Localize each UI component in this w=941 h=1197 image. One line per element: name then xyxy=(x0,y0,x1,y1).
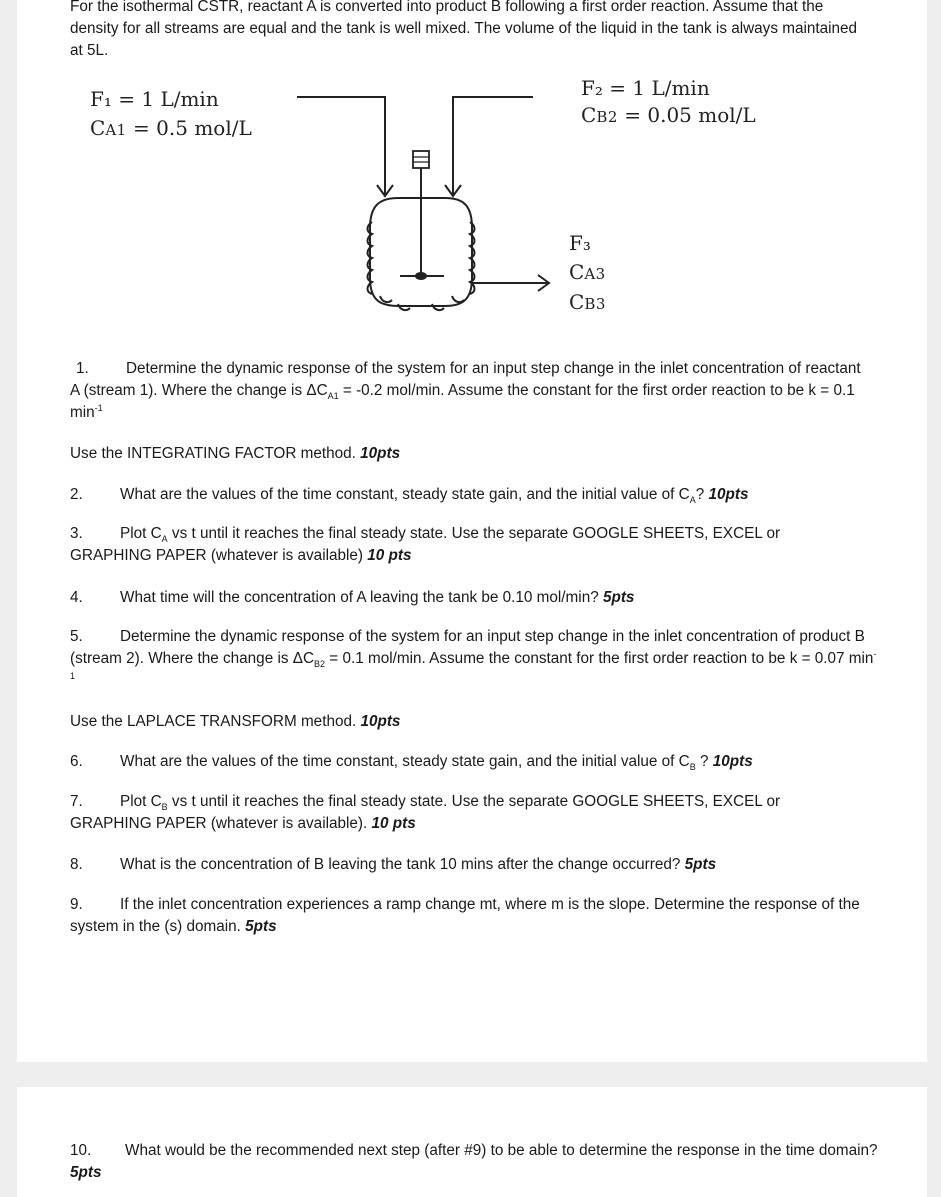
intro-paragraph: For the isothermal CSTR, reactant A is converted into product B following a first order reaction. Assume that the density for all streams are equal and the tank is well mixed. The volume of the liquid in the tank is always maintained at 5L. xyxy=(70,0,858,59)
f2-label: F₂ = 1 L/min xyxy=(581,76,710,100)
question-6: 6. What are the values of the time constant, steady state gain, and the initial value of $C_B$ ? 10pts xyxy=(70,753,753,772)
f3-label: F₃ xyxy=(569,231,591,255)
question-8: 8. What is the concentration of B leaving the tank 10 mins after the change occurred? 5pts xyxy=(70,856,717,873)
question-3: 3. Plot $C_A$ vs t until it reaches the final steady state. Use the separate GOOGLE SHEETS, EXCEL or GRAPHING PAPER (whatever is available) 10 pts xyxy=(70,525,781,564)
jacket-coil-bottom xyxy=(380,296,464,310)
question-4: 4. What time will the concentration of A leaving the tank be 0.10 mol/min? 5pts xyxy=(70,589,635,606)
impeller-hub xyxy=(415,272,427,280)
ca1-label: CA1 = 0.5 mol/L xyxy=(90,116,252,140)
question-5: 5. Determine the dynamic response of the system for an input step change in the inlet concentration of product B (stream 2). Where the change is $\Delta C_{B2} = 0.1$ mol/min. Assume the constant for the first order reaction to be k = 0.07 $\min^{-1}$ xyxy=(70,628,877,681)
question-7: 7. Plot $C_B$ vs t until it reaches the final steady state. Use the separate GOOGLE SHEETS, EXCEL or GRAPHING PAPER (whatever is available). 10 pts xyxy=(70,793,781,832)
f1-label: F₁ = 1 L/min xyxy=(90,87,219,111)
cb3-label: CB3 xyxy=(569,290,606,314)
method-integrating-factor: Use the INTEGRATING FACTOR method. 10pts xyxy=(70,445,401,462)
question-1: 1. Determine the dynamic response of the system for an input step change in the inlet concentration of reactant A (stream 1). Where the change is $\Delta C_{A1} = -0.2$ mol/min. Assume the constant for the first order reaction to be k = 0.1 $\min^{-1}$ xyxy=(70,360,861,421)
motor-box xyxy=(413,151,429,168)
method-laplace: Use the LAPLACE TRANSFORM method. 10pts xyxy=(70,713,401,730)
jacket-coil-left xyxy=(368,222,373,294)
cb2-label: CB2 = 0.05 mol/L xyxy=(581,103,756,127)
inlet-pipe-2 xyxy=(453,97,533,195)
ca3-label: CA3 xyxy=(569,260,606,284)
question-9: 9. If the inlet concentration experiences a ramp change mt, where m is the slope. Determine the response of the system in the (s) domain. 5pts xyxy=(70,896,860,935)
question-2: 2. What are the values of the time constant, steady state gain, and the initial value of $C_A$? 10pts xyxy=(70,486,749,505)
inlet-pipe-1 xyxy=(297,97,385,195)
question-10: 10. What would be the recommended next step (after #9) to be able to determine the response in the time domain? 5pts xyxy=(70,1142,878,1181)
